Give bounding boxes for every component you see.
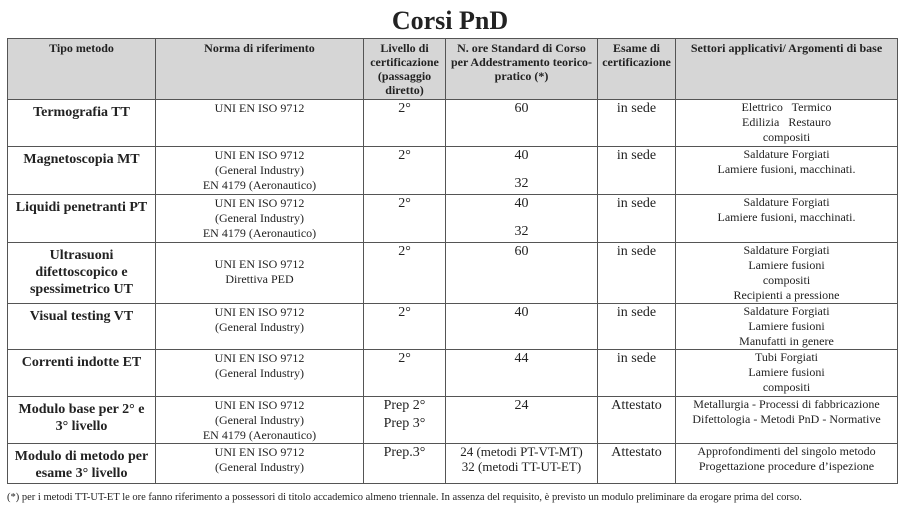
- sectors-cell: [676, 444, 898, 484]
- sector-line: Progettazione procedure d’ispezione: [698, 459, 875, 473]
- table-row: [8, 243, 898, 304]
- exam-cell: in sede: [598, 147, 676, 195]
- exam-cell: in sede: [598, 100, 676, 147]
- norm-line: EN 4179 (Aeronautico): [202, 428, 317, 442]
- sector-line: Lamiere fusioni: [748, 319, 825, 333]
- norm-line: UNI EN ISO 9712: [214, 101, 305, 115]
- level-value: Prep 2°: [383, 398, 426, 413]
- level-value: 2°: [398, 351, 411, 366]
- norm-cell: [156, 444, 364, 484]
- norm-line: (General Industry): [215, 460, 304, 474]
- table-row: [8, 147, 898, 195]
- sector-line: compositi: [762, 273, 811, 287]
- level-cell: [364, 444, 446, 484]
- norm-cell: [156, 147, 364, 195]
- hours-value: 40: [514, 196, 529, 211]
- hours-value: 44: [514, 351, 529, 366]
- table-header-row: [8, 39, 898, 100]
- norm-line: UNI EN ISO 9712: [214, 445, 305, 459]
- table-row: [8, 444, 898, 484]
- norm-cell: [156, 100, 364, 147]
- page-title: Corsi PnD: [391, 6, 509, 35]
- norm-line: (General Industry): [215, 366, 304, 380]
- hours-cell: [446, 350, 598, 397]
- norm-line: (General Industry): [215, 413, 304, 427]
- table-row: [8, 397, 898, 444]
- hours-value: 60: [514, 244, 529, 259]
- method-cell: Ultrasuoni difettoscopico e spessimetrico UT: [8, 243, 156, 304]
- hours-cell: [446, 100, 598, 147]
- sectors-cell: [676, 304, 898, 350]
- hours-cell: [446, 444, 598, 484]
- header-sectors: Settori applicativi/ Argomenti di base: [676, 39, 898, 100]
- hours-cell: [446, 397, 598, 444]
- hours-value: 32: [514, 176, 529, 191]
- norm-line: Direttiva PED: [225, 272, 294, 286]
- method-cell: Visual testing VT: [8, 304, 156, 350]
- sector-line: Lamiere fusioni: [748, 258, 825, 272]
- sector-line: Saldature Forgiati: [743, 147, 830, 161]
- level-cell: [364, 195, 446, 243]
- level-value: 2°: [398, 101, 411, 116]
- sector-line: Edilizia Restauro: [742, 115, 831, 129]
- norm-line: UNI EN ISO 9712: [214, 196, 305, 210]
- level-value: 2°: [398, 244, 411, 259]
- method-cell: Modulo di metodo per esame 3° livello: [8, 444, 156, 484]
- level-cell: [364, 100, 446, 147]
- sector-line: Tubi Forgiati: [754, 350, 819, 364]
- norm-line: (General Industry): [215, 211, 304, 225]
- sector-line: Metallurgia - Processi di fabbricazione: [693, 397, 880, 411]
- hours-value: 32: [514, 224, 529, 239]
- method-cell: Liquidi penetranti PT: [8, 195, 156, 243]
- hours-value: 32 (metodi TT-UT-ET): [461, 459, 582, 474]
- header-exam: Esame di certificazione: [598, 39, 676, 100]
- norm-line: UNI EN ISO 9712: [214, 305, 305, 319]
- sectors-cell: [676, 243, 898, 304]
- sector-line: Lamiere fusioni, macchinati.: [717, 210, 856, 224]
- norm-cell: [156, 397, 364, 444]
- norm-line: UNI EN ISO 9712: [214, 398, 305, 412]
- hours-value: 24 (metodi PT-VT-MT): [460, 444, 583, 459]
- sectors-cell: [676, 350, 898, 397]
- method-cell: Magnetoscopia MT: [8, 147, 156, 195]
- header-method: Tipo metodo: [8, 39, 156, 100]
- header-norm: Norma di riferimento: [156, 39, 364, 100]
- sector-line: Manufatti in genere: [739, 334, 834, 348]
- norm-cell: [156, 195, 364, 243]
- sector-line: Saldature Forgiati: [743, 304, 830, 318]
- sector-line: Recipienti a pressione: [733, 288, 840, 302]
- norm-cell: [156, 304, 364, 350]
- sectors-cell: [676, 397, 898, 444]
- header-level: Livello di certificazione (passaggio diretto): [364, 39, 446, 100]
- norm-cell: [156, 350, 364, 397]
- exam-cell: Attestato: [598, 444, 676, 484]
- hours-value: 40: [514, 305, 529, 320]
- sectors-cell: [676, 195, 898, 243]
- table-row: [8, 350, 898, 397]
- norm-line: UNI EN ISO 9712: [214, 148, 305, 162]
- norm-cell: [156, 243, 364, 304]
- level-value: Prep.3°: [383, 445, 426, 460]
- method-cell: Modulo base per 2° e 3° livello: [8, 397, 156, 444]
- sector-line: Elettrico Termico: [741, 100, 832, 114]
- hours-cell: [446, 195, 598, 243]
- exam-cell: Attestato: [598, 397, 676, 444]
- norm-line: UNI EN ISO 9712: [214, 257, 305, 271]
- sector-line: compositi: [762, 380, 811, 394]
- hours-value: 24: [514, 398, 529, 413]
- exam-cell: in sede: [598, 350, 676, 397]
- level-value: 2°: [398, 305, 411, 320]
- level-cell: [364, 304, 446, 350]
- hours-value: 40: [514, 148, 529, 163]
- table-row: [8, 100, 898, 147]
- sectors-cell: [676, 100, 898, 147]
- level-cell: [364, 350, 446, 397]
- method-cell: Correnti indotte ET: [8, 350, 156, 397]
- hours-cell: [446, 304, 598, 350]
- sectors-cell: [676, 147, 898, 195]
- exam-cell: in sede: [598, 195, 676, 243]
- norm-line: (General Industry): [215, 320, 304, 334]
- level-value: Prep 3°: [383, 416, 426, 431]
- sector-line: Lamiere fusioni: [748, 365, 825, 379]
- level-cell: [364, 397, 446, 444]
- norm-line: EN 4179 (Aeronautico): [202, 226, 317, 240]
- courses-table: [7, 38, 898, 484]
- level-value: 2°: [398, 148, 411, 163]
- sector-line: compositi: [762, 130, 811, 144]
- exam-cell: in sede: [598, 243, 676, 304]
- hours-cell: [446, 243, 598, 304]
- table-row: [8, 304, 898, 350]
- norm-line: UNI EN ISO 9712: [214, 351, 305, 365]
- sector-line: Saldature Forgiati: [743, 195, 830, 209]
- sector-line: Lamiere fusioni, macchinati.: [717, 162, 856, 176]
- footnote: (*) per i metodi TT-UT-ET le ore fanno riferimento a possessori di titolo accademico almeno triennale. In assenza del requisito, è previsto un modulo preliminare da erogare prima del corso.: [7, 492, 802, 503]
- sector-line: Saldature Forgiati: [743, 243, 830, 257]
- norm-line: EN 4179 (Aeronautico): [202, 178, 317, 192]
- header-hours: N. ore Standard di Corso per Addestramento teorico-pratico (*): [446, 39, 598, 100]
- sector-line: Difettologia - Metodi PnD - Normative: [692, 412, 881, 426]
- norm-line: (General Industry): [215, 163, 304, 177]
- exam-cell: in sede: [598, 304, 676, 350]
- level-cell: [364, 243, 446, 304]
- hours-value: 60: [514, 101, 529, 116]
- hours-cell: [446, 147, 598, 195]
- sector-line: Approfondimenti del singolo metodo: [697, 444, 876, 458]
- level-cell: [364, 147, 446, 195]
- method-cell: Termografia TT: [8, 100, 156, 147]
- level-value: 2°: [398, 196, 411, 211]
- table-row: [8, 195, 898, 243]
